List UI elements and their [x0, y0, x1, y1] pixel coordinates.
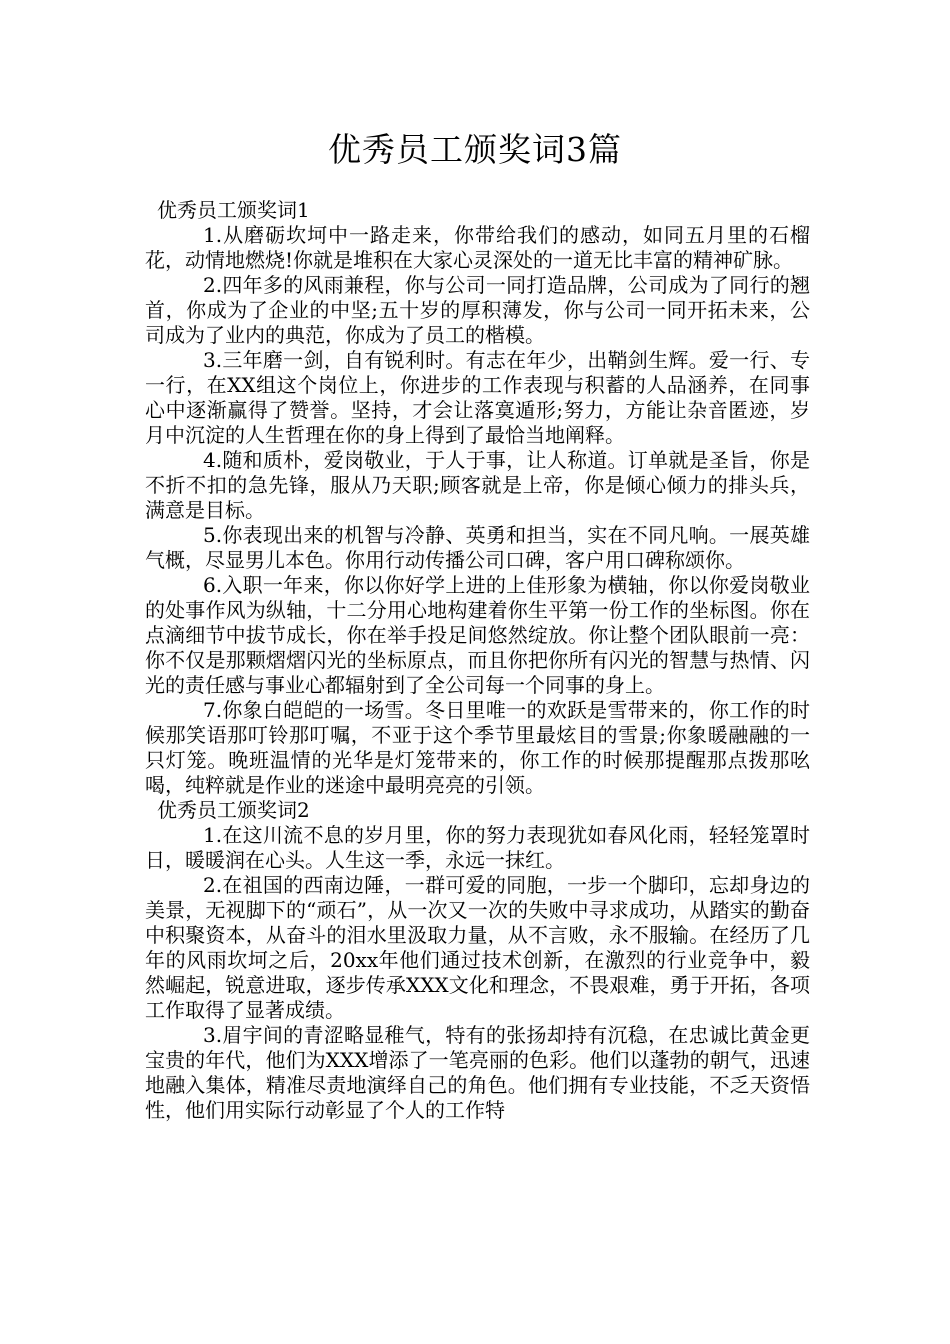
paragraph: 6.入职一年来，你以你好学上进的上佳形象为横轴，你以你爱岗敬业的处事作风为纵轴，十二分用心地构建着你生平第一份工作的坐标图。你在点滴细节中拔节成长，你在举手投足间悠然绽放。你让整个团队眼前一亮：你不仅是那颗熠熠闪光的坐标原点，而且你把你所有闪光的智慧与热情、闪光的责任感与事业心都辐射到了全公司每一个同事的身上。 [145, 573, 810, 697]
paragraph: 2.在祖国的西南边陲，一群可爱的同胞，一步一个脚印，忘却身边的美景，无视脚下的“顽石”，从一次又一次的失败中寻求成功，从踏实的勤奋中积聚资本，从奋斗的泪水里汲取力量，从不言败，永不服输。在经历了几年的风雨坎坷之后，20xx年他们通过技术创新，在激烈的行业竞争中，毅然崛起，锐意进取，逐步传承XXX文化和理念，不畏艰难，勇于开拓，各项工作取得了显著成绩。 [145, 873, 810, 1022]
paragraph: 7.你象白皑皑的一场雪。冬日里唯一的欢跃是雪带来的，你工作的时候那笑语那叮铃那叮嘱，不亚于这个季节里最炫目的雪景;你象暖融融的一只灯笼。晚班温情的光华是灯笼带来的，你工作的时候那提醒那点拨那吆喝，纯粹就是作业的迷途中最明亮亮的引领。 [145, 698, 810, 797]
paragraph: 2.四年多的风雨兼程，你与公司一同打造品牌，公司成为了同行的翘首，你成为了企业的中坚;五十岁的厚积薄发，你与公司一同开拓未来，公司成为了业内的典范，你成为了员工的楷模。 [145, 273, 810, 347]
section-heading: 优秀员工颁奖词2 [157, 798, 310, 822]
paragraph: 1.在这川流不息的岁月里，你的努力表现犹如春风化雨，轻轻笼罩时日，暖暖润在心头。人生这一季，永远一抹红。 [145, 823, 810, 872]
paragraph: 3.眉宇间的青涩略显稚气，特有的张扬却持有沉稳，在忠诚比黄金更宝贵的年代，他们为XXX增添了一笔亮丽的色彩。他们以蓬勃的朝气，迅速地融入集体，精准尽责地演绎自己的角色。他们拥有专业技能，不乏天资悟性，他们用实际行动彰显了个人的工作特 [145, 1023, 810, 1122]
paragraph: 4.随和质朴，爱岗敬业，于人于事，让人称道。订单就是圣旨，你是不折不扣的急先锋，服从乃天职;顾客就是上帝，你是倾心倾力的排头兵，满意是目标。 [145, 448, 810, 522]
section-heading: 优秀员工颁奖词1 [157, 198, 310, 222]
paragraph: 1.从磨砺坎坷中一路走来，你带给我们的感动，如同五月里的石榴花，动情地燃烧!你就是堆积在大家心灵深处的一道无比丰富的精神矿脉。 [145, 223, 810, 272]
paragraph: 3.三年磨一剑，自有锐利时。有志在年少，出鞘剑生辉。爱一行、专一行，在XX组这个岗位上，你进步的工作表现与积蓄的人品涵养，在同事心中逐渐赢得了赞誉。坚持，才会让落寞遁形;努力，方能让杂音匿迹，岁月中沉淀的人生哲理在你的身上得到了最恰当地阐释。 [145, 348, 810, 447]
document-body [145, 198, 810, 1123]
document-title: 优秀员工颁奖词3篇 [328, 130, 622, 169]
paragraph: 5.你表现出来的机智与冷静、英勇和担当，实在不同凡响。一展英雄气概，尽显男儿本色。你用行动传播公司口碑，客户用口碑称颂你。 [145, 523, 810, 572]
